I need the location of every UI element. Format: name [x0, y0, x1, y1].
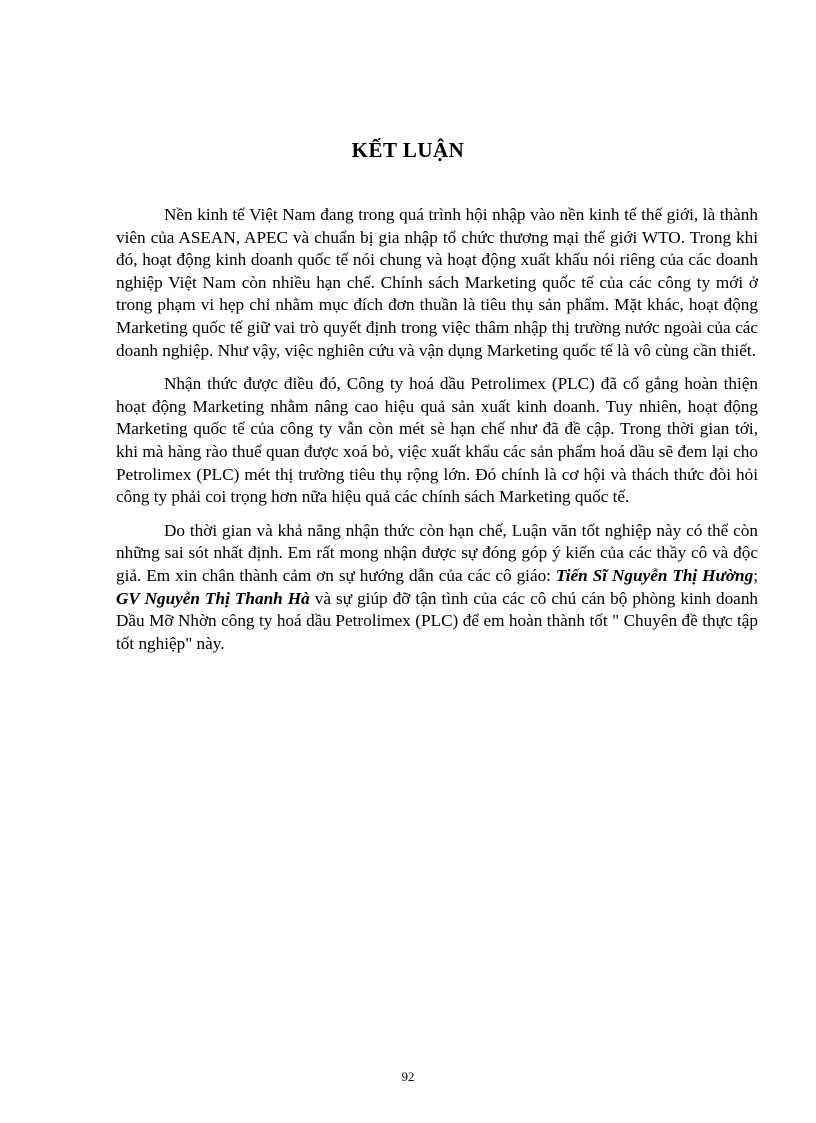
paragraph-3	[116, 520, 758, 656]
paragraph-3-text-2: và sự giúp đỡ tận tình của các cô chú cán bộ phòng kinh doanh Dầu Mỡ Nhờn công ty hoá dầu Petrolimex (PLC) để em hoàn thành tốt " Chuyên đề thực tập tốt nghiệp" này.	[116, 588, 759, 653]
page-number: 92	[401, 1069, 415, 1084]
name-separator: ;	[753, 565, 758, 585]
paragraph-2: Nhận thức được điều đó, Công ty hoá dầu Petrolimex (PLC) đã cố gắng hoàn thiện hoạt động Marketing nhằm nâng cao hiệu quả sản xuất kinh doanh. Tuy nhiên, hoạt động Marketing quốc tế của công ty vẫn còn mét sè hạn chế như đã đề cập. Trong thời gian tới, khi mà hàng rào thuế quan được xoá bỏ, việc xuất khẩu các sản phẩm hoá dầu sẽ đem lại cho Petrolimex (PLC) mét thị trường tiêu thụ rộng lớn. Đó chính là cơ hội và thách thức đòi hỏi công ty phải coi trọng hơn nữa hiệu quả các chính sách Marketing quốc tế.	[116, 374, 758, 507]
advisor-name-1: Tiến Sĩ Nguyễn Thị Hường	[555, 565, 754, 585]
body-text	[116, 204, 758, 666]
paragraph-1: Nền kinh tế Việt Nam đang trong quá trình hội nhập vào nền kinh tế thế giới, là thành viên của ASEAN, APEC và chuẩn bị gia nhập tổ chức thương mại thế giới WTO. Trong khi đó, hoạt động kinh doanh quốc tế nói chung và hoạt động xuất khẩu nói riêng của các doanh nghiệp Việt Nam còn nhiều hạn chế. Chính sách Marketing quốc tế của các công ty mới ở trong phạm vi hẹp chỉ nhằm mục đích đơn thuần là tiêu thụ sản phẩm. Mặt khác, hoạt động Marketing quốc tế giữ vai trò quyết định trong việc thâm nhập thị trường nước ngoài của các doanh nghiệp. Như vậy, việc nghiên cứu và vận dụng Marketing quốc tế là vô cùng cần thiết.	[116, 205, 758, 360]
advisor-name-2: GV Nguyễn Thị Thanh Hà	[116, 588, 310, 608]
paragraph-3-text-1: Do thời gian và khả năng nhận thức còn hạn chế, Luận văn tốt nghiệp này có thể còn những sai sót nhất định. Em rất mong nhận được sự đóng góp ý kiến của các thầy cô và độc giả. Em xin chân thành cảm ơn sự hướng dẫn của các cô giáo:	[116, 520, 758, 585]
page-title: KẾT LUẬN	[351, 138, 465, 162]
